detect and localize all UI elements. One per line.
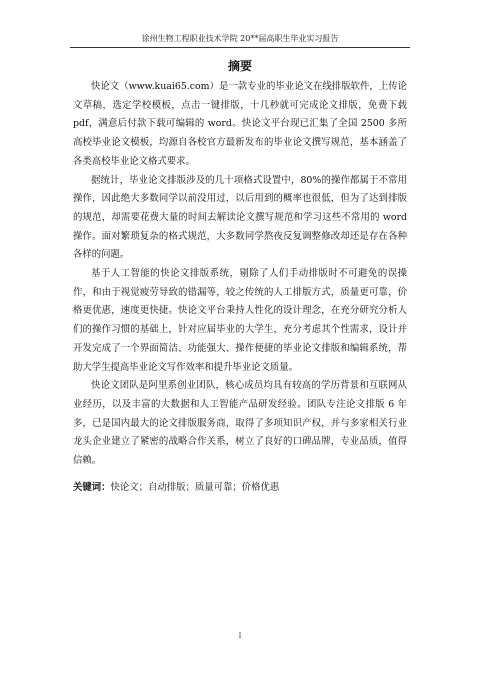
abstract-body — [73, 78, 407, 497]
keywords-line — [73, 479, 407, 498]
abstract-title: 摘要 — [227, 59, 252, 73]
abstract-paragraph: 基于人工智能的快论文排版系统，剔除了人们手动排版时不可避免的误操作，和由于视觉疲劳导致的错漏等，较之传统的人工排版方式，质量更可靠，价格更优惠，速度更快捷。快论文平台秉持人性化的设计理念，在充分研究分析人们的操作习惯的基础上，针对应届毕业的大学生，充分考虑其个性需求，设计并开发完成了一个界面简洁、功能强大、操作便捷的毕业论文排版和编辑系统，帮助大学生提高毕业论文写作效率和提升毕业论文质量。 — [73, 268, 407, 373]
running-header: 徐州生物工程职业技术学院 20**届高职生毕业实习报告 — [141, 34, 339, 43]
abstract-paragraph: 快论文团队是阿里系创业团队，核心成员均具有较高的学历背景和互联网从业经历，以及丰富的大数据和人工智能产品研发经验。团队专注论文排版 6 年多，已是国内最大的论文排版服务商，取得了多项知识产权，并与多家相关行业龙头企业建立了紧密的战略合作关系，树立了良好的口碑品牌，专业品质，值得信赖。 — [73, 380, 407, 467]
page-number: I — [238, 632, 242, 640]
abstract-paragraph: 据统计，毕业论文排版涉及的几十项格式设置中，80%的操作都属于不常用操作，因此绝大多数同学以前没用过，以后用到的概率也很低，但为了达到排版的规范，却需要花费大量的时间去解读论文撰写规范和学习这些不常用的 word 操作。面对繁琐复杂的格式规范，大多数同学熬夜反复调整修改却还是存在各种各样的问题。 — [73, 174, 407, 261]
abstract-paragraph: 快论文（www.kuai65.com）是一款专业的毕业论文在线排版软件，上传论文草稿，选定学校模板，点击一键排版，十几秒就可完成论文排版，免费下载 pdf，满意后付款下载可编辑的 word。快论文平台现已汇集了全国 2500 多所高校毕业论文模板，均源自各校官方最新发布的毕业论文撰写规范，基本涵盖了各类高校毕业论文格式要求。 — [73, 81, 407, 167]
keywords-text: 快论文；自动排版；质量可靠；价格优惠 — [110, 481, 280, 493]
header-rule — [70, 47, 410, 48]
keywords-label: 关键词： — [73, 481, 111, 493]
